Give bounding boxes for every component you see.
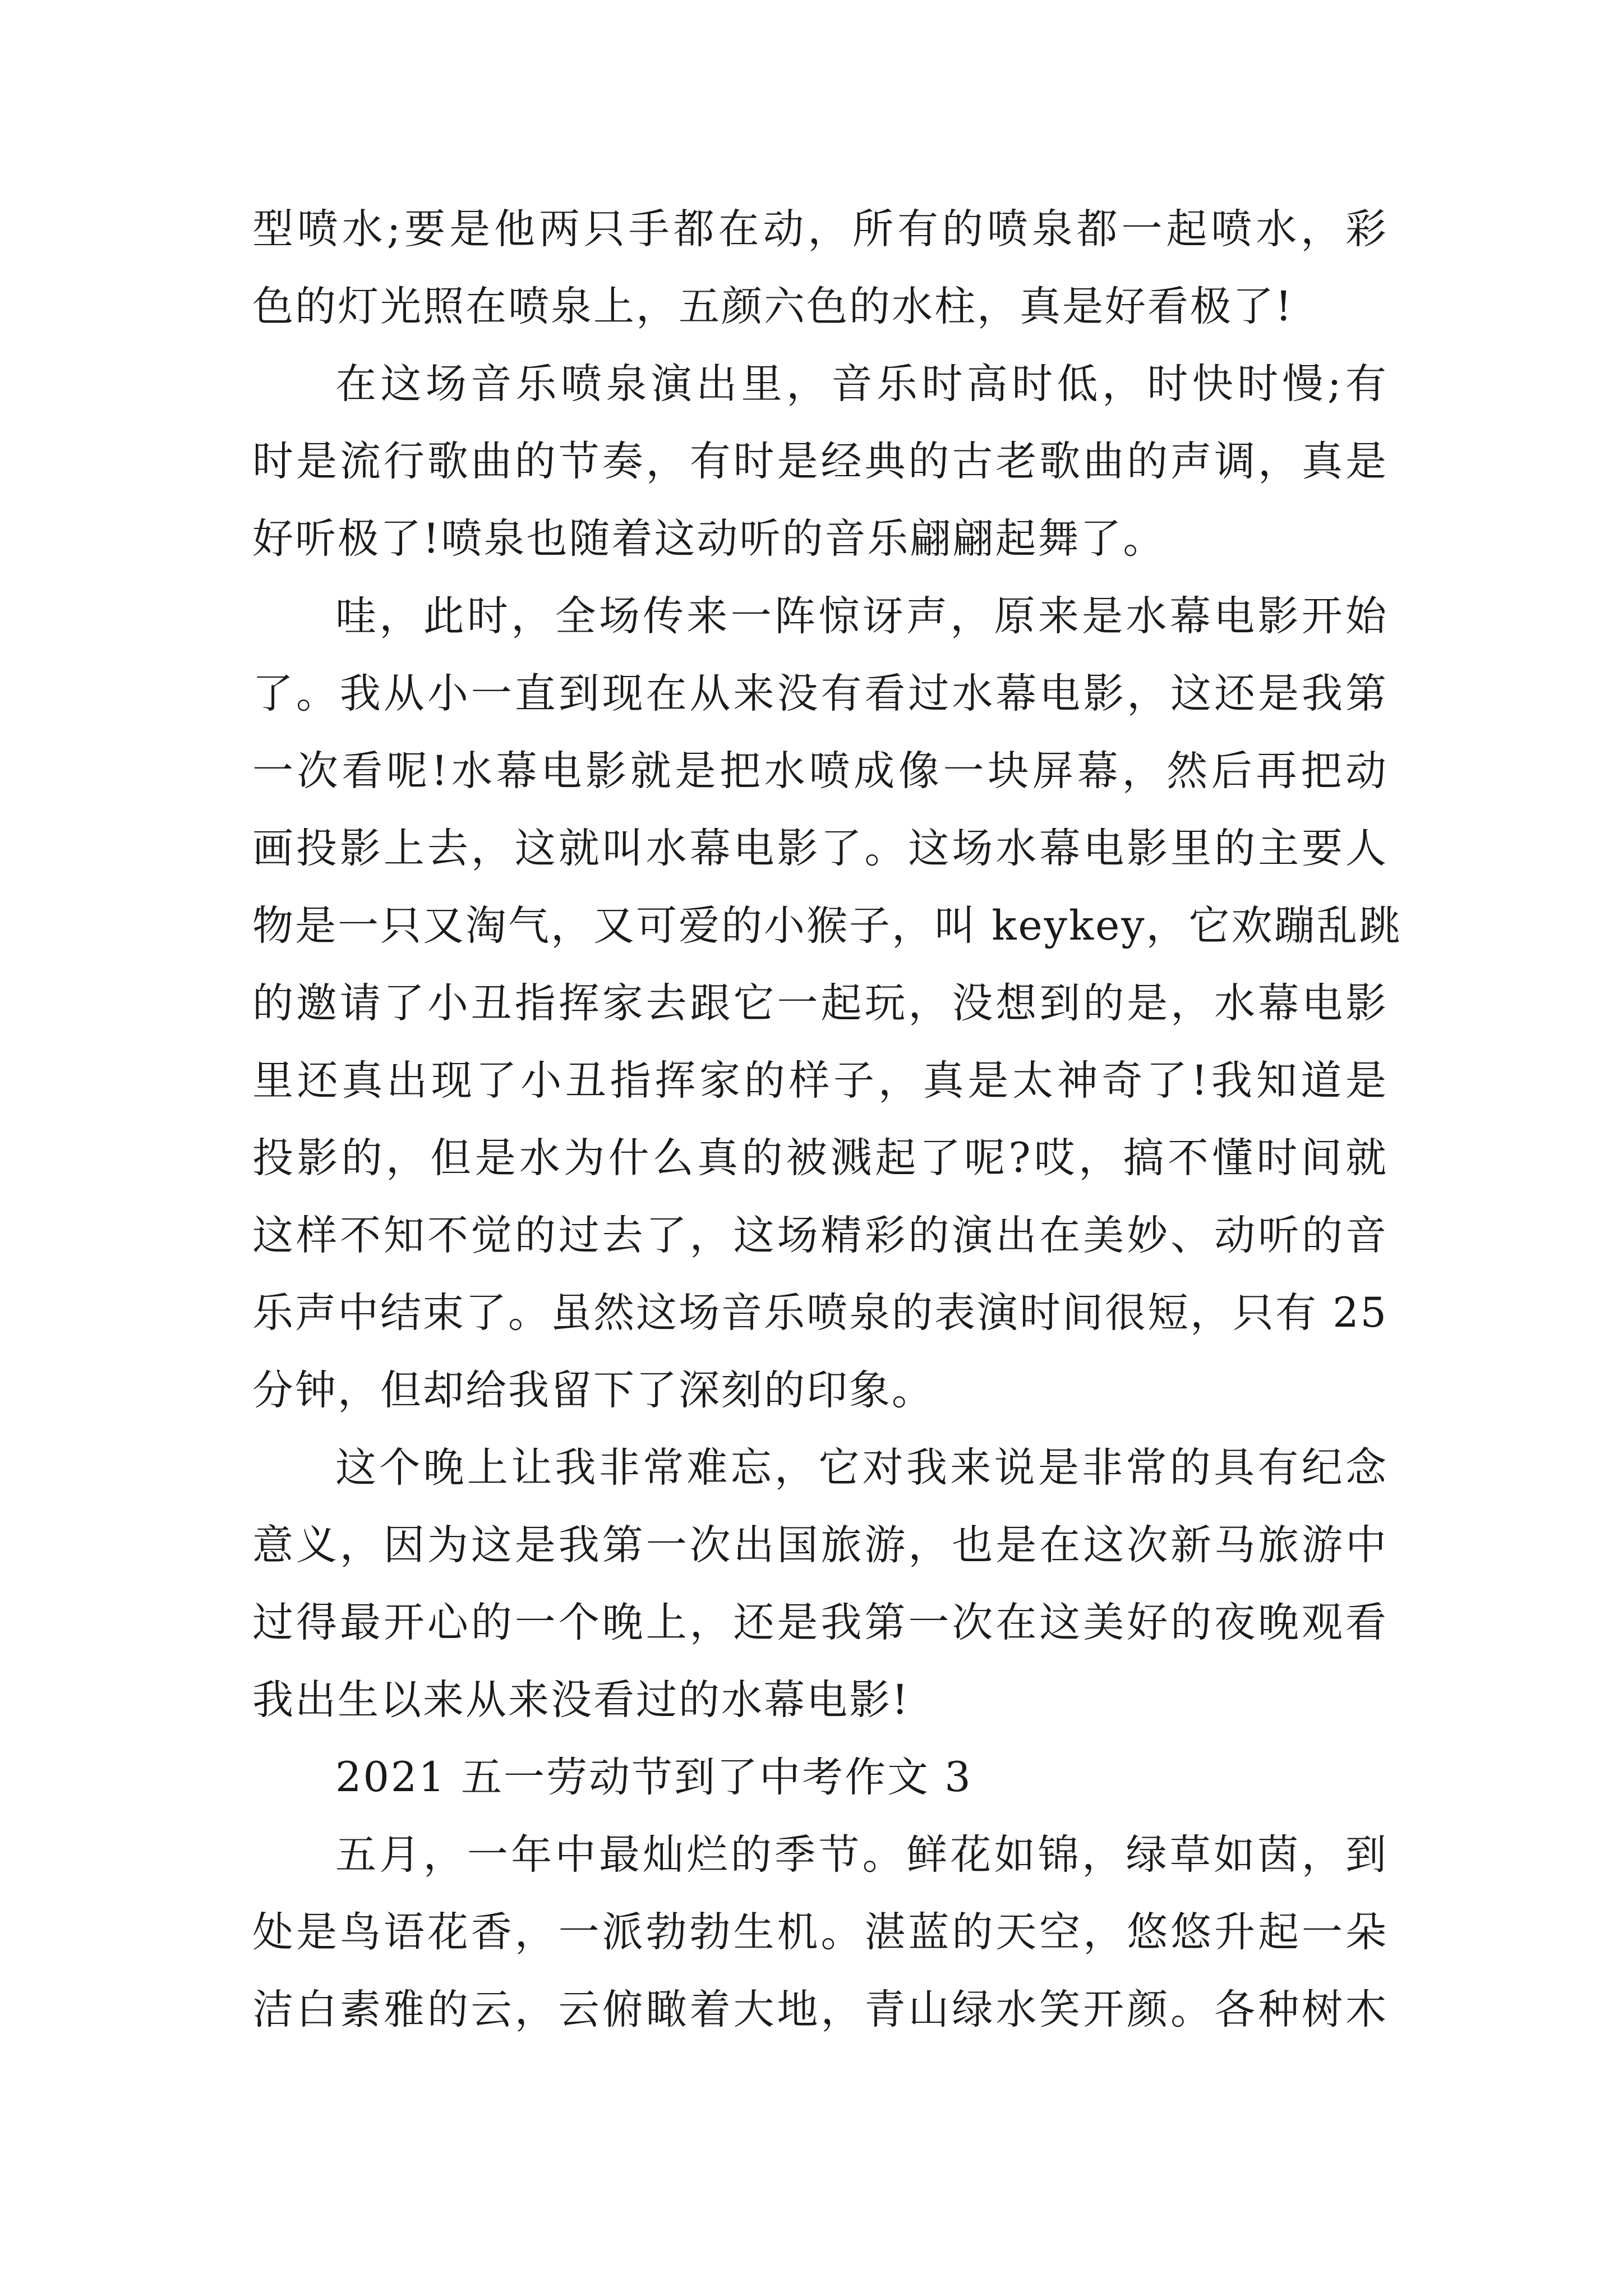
text-line: 这样不知不觉的过去了，这场精彩的演出在美妙、动听的音 <box>252 1212 1388 1259</box>
text-line: 处是鸟语花香，一派勃勃生机。湛蓝的天空，悠悠升起一朵 <box>252 1908 1388 1956</box>
text-line: 了。我从小一直到现在从来没有看过水幕电影，这还是我第 <box>252 670 1388 717</box>
document-body <box>252 191 1402 2049</box>
text-line: 我出生以来从来没看过的水幕电影! <box>252 1676 910 1724</box>
text-line: 投影的，但是水为什么真的被溅起了呢?哎，搞不懂时间就 <box>252 1134 1388 1182</box>
text-line: 里还真出现了小丑指挥家的样子，真是太神奇了!我知道是 <box>252 1057 1388 1105</box>
text-line: 在这场音乐喷泉演出里，音乐时高时低，时快时慢;有 <box>335 360 1388 408</box>
text-line: 色的灯光照在喷泉上，五颜六色的水柱，真是好看极了! <box>252 283 1294 330</box>
text-line: 这个晚上让我非常难忘，它对我来说是非常的具有纪念 <box>335 1444 1388 1492</box>
text-line: 型喷水;要是他两只手都在动，所有的喷泉都一起喷水，彩 <box>252 205 1388 253</box>
text-line: 画投影上去，这就叫水幕电影了。这场水幕电影里的主要人 <box>252 825 1388 872</box>
text-line: 一次看呢!水幕电影就是把水喷成像一块屏幕，然后再把动 <box>252 747 1388 795</box>
text-line: 五月，一年中最灿烂的季节。鲜花如锦，绿草如茵，到 <box>335 1831 1388 1879</box>
text-line: 意义，因为这是我第一次出国旅游，也是在这次新马旅游中 <box>252 1521 1388 1569</box>
text-line: 的邀请了小丑指挥家去跟它一起玩，没想到的是，水幕电影 <box>252 979 1388 1027</box>
text-line: 分钟，但却给我留下了深刻的印象。 <box>252 1366 934 1414</box>
text-line: 洁白素雅的云，云俯瞰着大地，青山绿水笑开颜。各种树木 <box>252 1986 1388 2033</box>
text-line: 哇，此时，全场传来一阵惊讶声，原来是水幕电影开始 <box>335 592 1388 640</box>
text-line: 物是一只又淘气，又可爱的小猴子，叫 keykey，它欢蹦乱跳 <box>252 902 1402 950</box>
text-line: 好听极了!喷泉也随着这动听的音乐翩翩起舞了。 <box>252 515 1166 563</box>
text-line: 时是流行歌曲的节奏，有时是经典的古老歌曲的声调，真是 <box>252 438 1388 485</box>
text-line: 过得最开心的一个晚上，还是我第一次在这美好的夜晚观看 <box>252 1599 1388 1646</box>
text-line: 乐声中结束了。虽然这场音乐喷泉的表演时间很短，只有 25 <box>252 1289 1389 1337</box>
text-line: 2021 五一劳动节到了中考作文 3 <box>335 1754 972 1801</box>
